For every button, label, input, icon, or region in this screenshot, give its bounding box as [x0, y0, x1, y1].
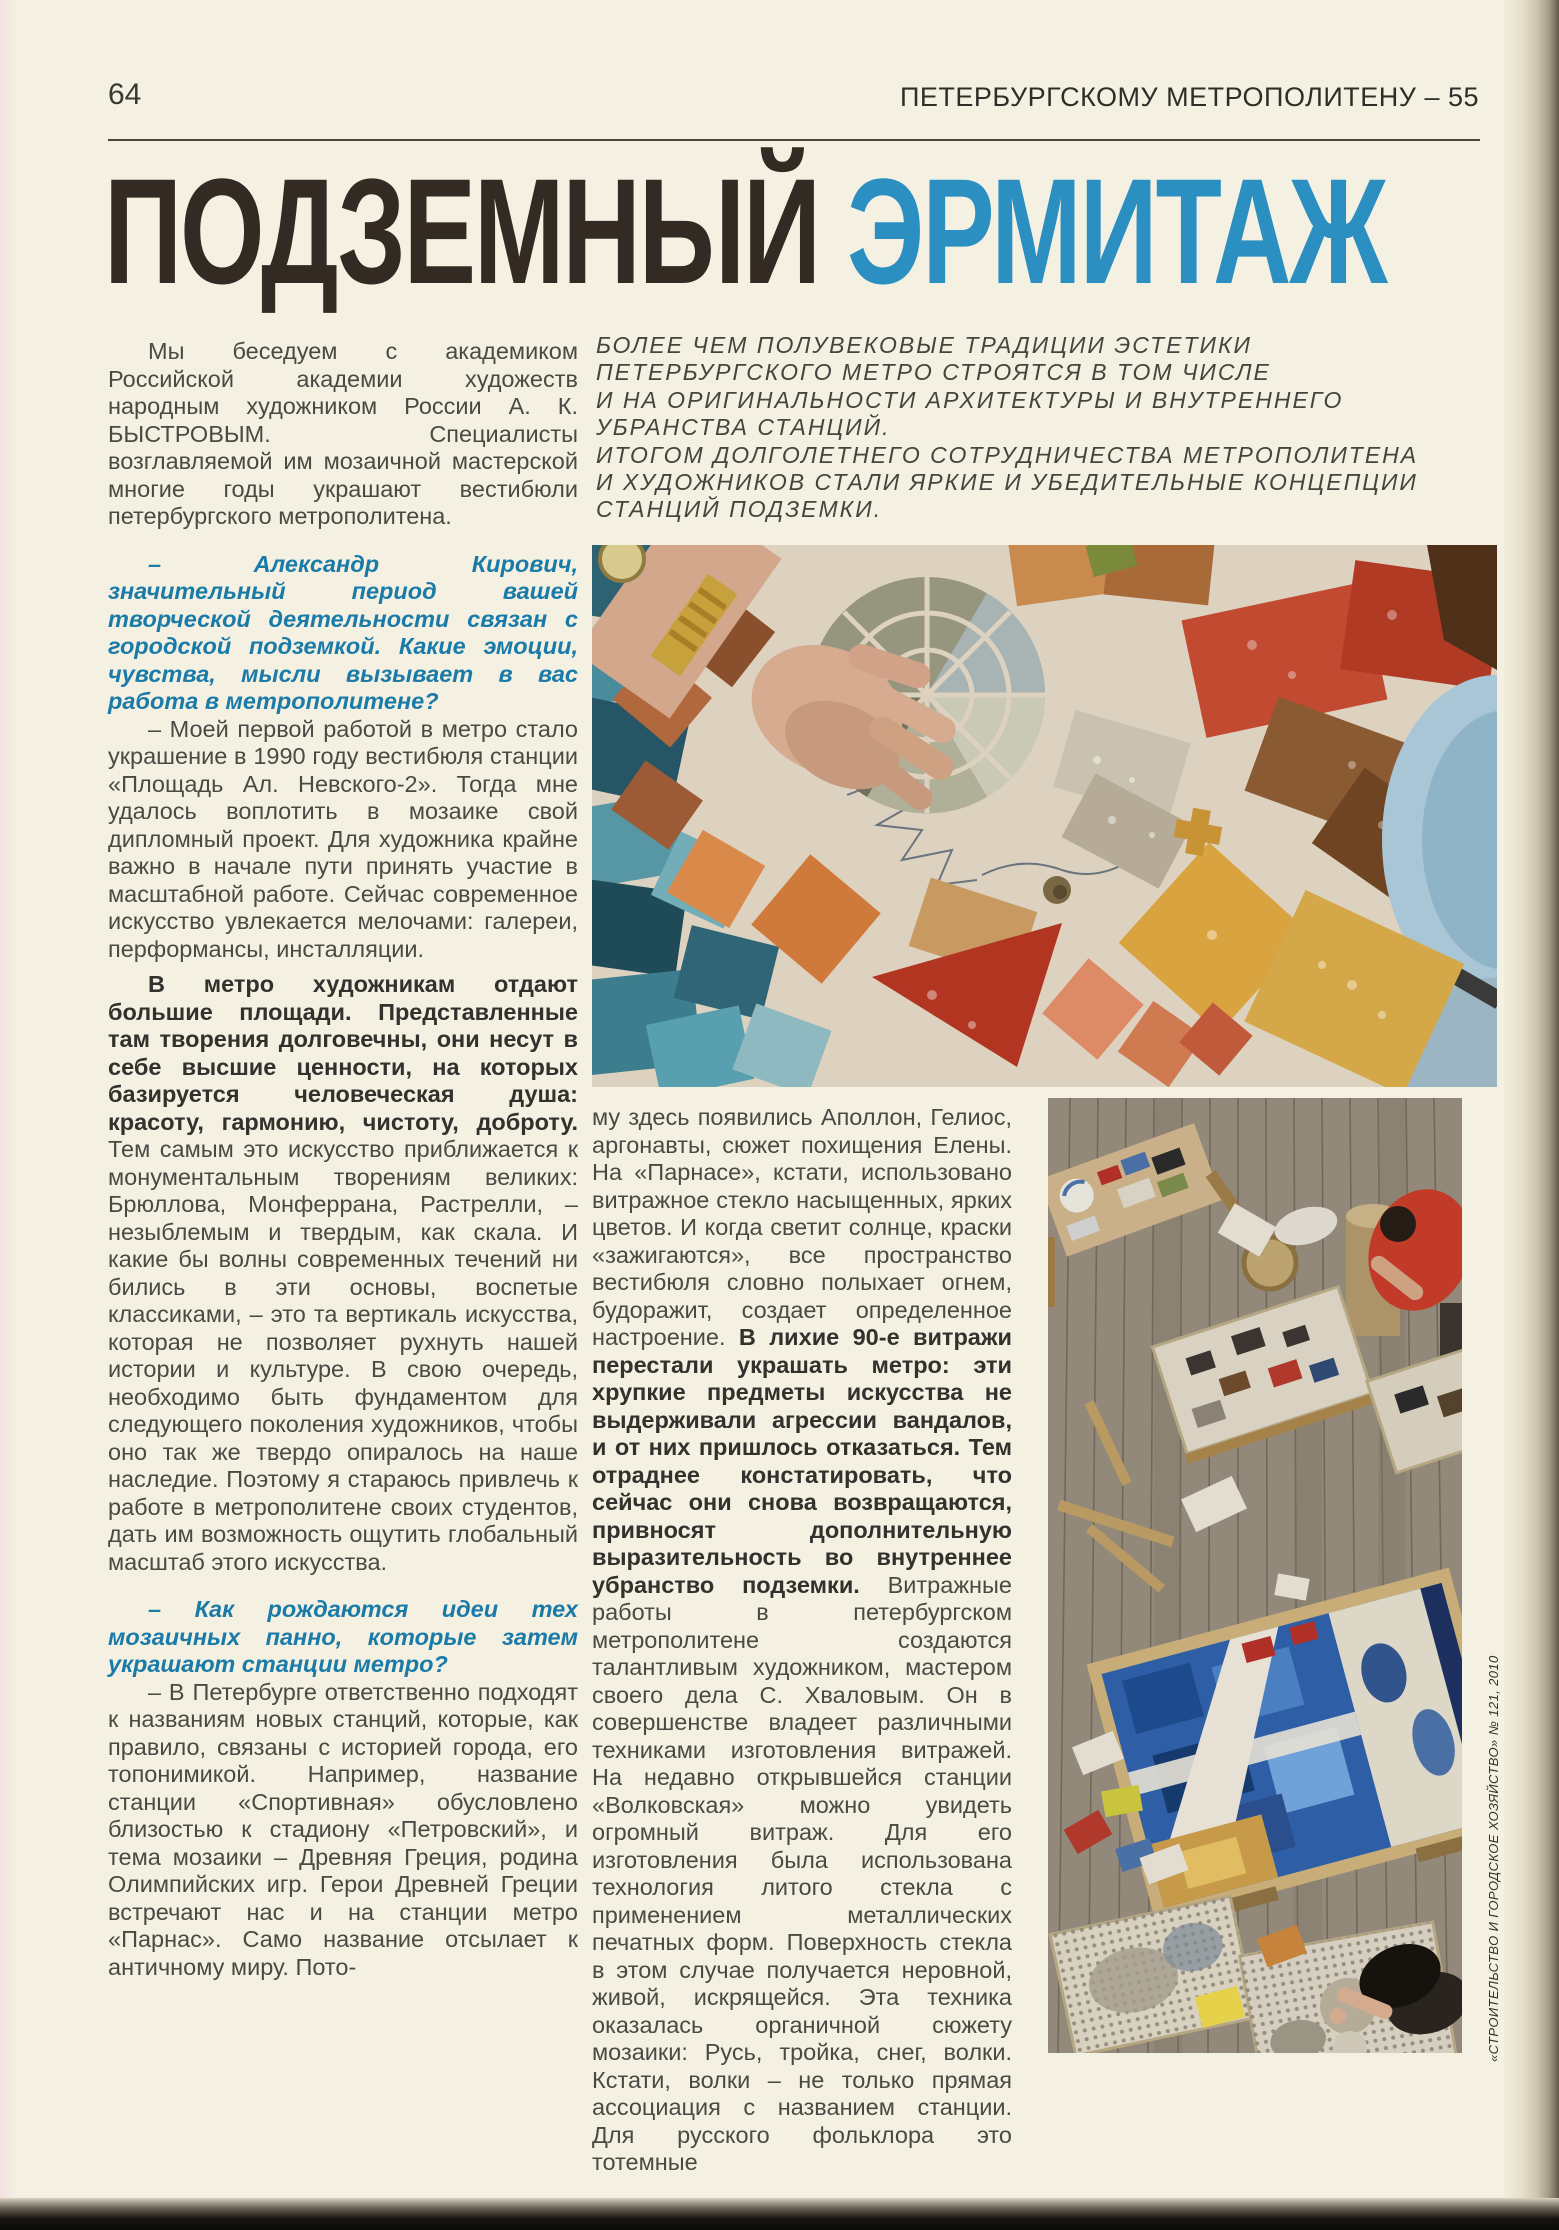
page-number: 64: [108, 78, 142, 111]
left-text-column: [108, 338, 578, 1981]
paragraph: му здесь появились Аполлон, Гелиос, аргонавты, сюжет похищения Елены. На «Парнасе», кстати, использовано витражное стекло насыщенных, ярких цветов. И когда светит солнце, краски «зажигаются», все пространство вестибюля словно полыхает огнем, будоражит, создает определенное настроение. В лихие 90-е витражи перестали украшать метро: эти хрупкие предметы искусства не выдерживали агрессии вандалов, и от них пришлось отказаться. Тем отраднее констатировать, что сейчас они снова возвращаются, привносят дополнительную выразительность во внутреннее убранство подземки. Витражные работы в петербургском метрополитене создаются талантливым художником, мастером своего дела С. Хваловым. Он в совершенстве владеет различными техниками изготовления витражей. На недавно открывшейся станции «Волковская» можно увидеть огромный витраж. Для его изготовления была использована технология литого стекла с применением металлических печатных форм. Поверхность стекла в этом случае получается неровной, живой, искрящейся. Эта техника оказалась органичной сюжету мозаики: Русь, тройка, снег, волки. Кстати, волки – не только прямая ассоциация с названием станции. Для русского фольклора это тотемные: [592, 1104, 1012, 2175]
page-bottom-edge: [0, 2198, 1559, 2230]
paragraph: – Александр Кирович, значительный период вашей творческой деятельности связан с городской подземкой. Какие эмоции, чувства, мысли вызывает в вас работа в метрополитене?: [108, 550, 578, 714]
middle-text-column: [592, 1104, 1012, 2177]
journal-caption: «СТРОИТЕЛЬСТВО И ГОРОДСКОЕ ХОЗЯЙСТВО» № 121, 2010: [1486, 1655, 1501, 2062]
photo-workshop-overview: [1048, 1098, 1462, 2053]
paragraph: – В Петербурге ответственно подходят к названиям новых станций, которые, как правило, связаны с историей города, его топонимикой. Например, название станции «Спортивная» обусловлено близостью к стадиону «Петровский», и тема мозаики – Древняя Греция, родина Олимпийских игр. Герои Древней Греции встречают нас и на станции метро «Парнас». Само название отсылает к античному миру. Пото-: [108, 1678, 578, 1980]
lead-paragraph: БОЛЕЕ ЧЕМ ПОЛУВЕКОВЫЕ ТРАДИЦИИ ЭСТЕТИКИ ПЕТЕРБУРГСКОГО МЕТРО СТРОЯТСЯ В ТОМ ЧИСЛЕ И НА ОРИГИНАЛЬНОСТИ АРХИТЕКТУРЫ И ВНУТРЕННЕГО УБРАНСТВА СТАНЦИЙ. ИТОГОМ ДОЛГОЛЕТНЕГО СОТРУДНИЧЕСТВА МЕТРОПОЛИТЕНА И ХУДОЖНИКОВ СТАЛИ ЯРКИЕ И УБЕДИТЕЛЬНЫЕ КОНЦЕПЦИИ СТАНЦИЙ ПОДЗЕМКИ.: [596, 332, 1419, 523]
header-title: ПЕТЕРБУРГСКОМУ МЕТРОПОЛИТЕНУ – 55: [899, 82, 1479, 112]
paragraph: Мы беседуем с академиком Российской академии художеств народным художником России А. К. БЫСТРОВЫМ. Специалисты возглавляемой им мозаичной мастерской многие годы украшают вестибюли петербургского метрополитена.: [108, 338, 578, 529]
paragraph: – Моей первой работой в метро стало украшение в 1990 году вестибюля станции «Площадь Ал. Невского-2». Тогда мне удалось воплотить в мозаике свой дипломный проект. Для художника крайне важно в начале пути принять участие в масштабной работе. Сейчас современное искусство увлекается мелочами: галереи, перформансы, инсталляции.: [108, 715, 578, 962]
paragraph: – Как рождаются идеи тех мозаичных панно, которые затем украшают станции метро?: [108, 1596, 578, 1677]
article-title: [104, 147, 1386, 315]
article-title-black: ПОДЗЕМНЫЙ: [104, 147, 819, 315]
photo-mosaic-workbench: [592, 545, 1497, 1087]
paragraph: В метро художникам отдают большие площади. Представленные там творения долговечны, они несут в себе высшие ценности, на которых базируется человеческая душа: красоту, гармонию, чистоту, доброту. Тем самым это искусство приближается к монументальным творениям великих: Брюллова, Монферрана, Растрелли, – незыблемым и твердым, как скала. И какие бы волны современных течений ни бились в эти основы, воспетые классиками, – это та вертикаль искусства, которая не позволяет рухнуть нашей истории и культуре. В свою очередь, необходимо быть фундаментом для следующего поколения художников, чтобы оно так же твердо опиралось на наше наследие. Поэтому я стараюсь привлечь к работе в метрополитене своих студентов, дать им возможность ощутить глобальный масштаб этого искусства.: [108, 971, 578, 1575]
header-rule: [108, 139, 1480, 141]
article-title-blue: ЭРМИТАЖ: [847, 147, 1386, 315]
page-left-edge: [0, 0, 16, 2230]
page-right-edge: [1504, 0, 1559, 2230]
